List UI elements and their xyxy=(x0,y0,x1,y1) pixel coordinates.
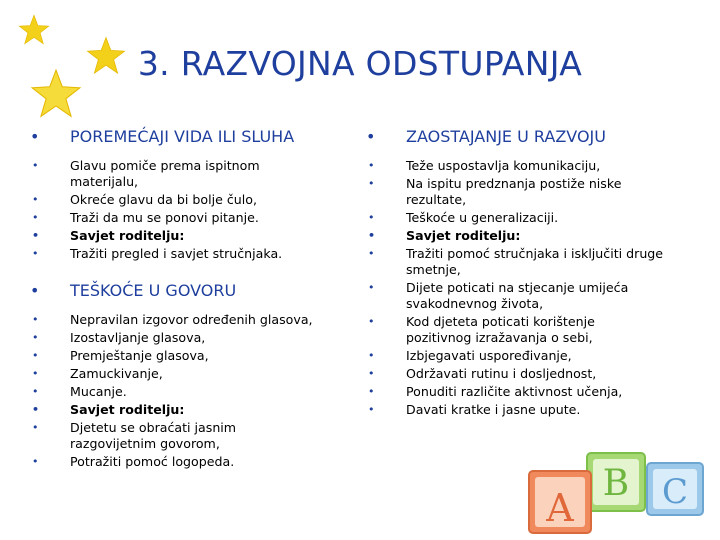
list-item: • Okreće glavu da bi bolje čulo, xyxy=(28,192,328,208)
left-column xyxy=(28,126,328,480)
bullet-list xyxy=(28,312,328,470)
list-item: • Davati kratke i jasne upute. xyxy=(364,402,664,418)
star-icon xyxy=(18,14,50,46)
list-item: • Dijete poticati na stjecanje umijeća svakodnevnog života, xyxy=(364,280,664,312)
block-c xyxy=(647,463,703,515)
block-b xyxy=(587,453,645,511)
list-item: • Savjet roditelju: xyxy=(28,402,328,418)
list-item: • Izbjegavati uspoređivanje, xyxy=(364,348,664,364)
block-letter-b: B xyxy=(602,463,630,504)
bullet-list xyxy=(364,158,664,418)
list-item: • Glavu pomiče prema ispitnom materijalu, xyxy=(28,158,328,190)
list-item: • Teže uspostavlja komunikaciju, xyxy=(364,158,664,174)
list-item: • Tražiti pregled i savjet stručnjaka. xyxy=(28,246,328,262)
list-item: • Ponuditi različite aktivnost učenja, xyxy=(364,384,664,400)
block-a xyxy=(529,471,591,533)
right-column xyxy=(364,126,704,428)
abc-blocks-illustration xyxy=(527,451,707,536)
list-item: • Potražiti pomoć logopeda. xyxy=(28,454,328,470)
list-item: • Savjet roditelju: xyxy=(28,228,328,244)
page-title: 3. RAZVOJNA ODSTUPANJA xyxy=(137,44,583,83)
section-heading: • ZAOSTAJANJE U RAZVOJU xyxy=(364,126,704,148)
list-item: • Teškoće u generalizaciji. xyxy=(364,210,664,226)
block-letter-c: C xyxy=(661,472,689,512)
list-item: • Izostavljanje glasova, xyxy=(28,330,328,346)
list-item: • Djetetu se obraćati jasnim razgovijetnim govorom, xyxy=(28,420,320,452)
list-item: • Premještanje glasova, xyxy=(28,348,328,364)
list-item: • Savjet roditelju: xyxy=(364,228,664,244)
list-item: • Kod djeteta poticati korištenje pozitivnog izražavanja o sebi, xyxy=(364,314,664,346)
list-item: • Na ispitu predznanja postiže niske rezultate, xyxy=(364,176,664,208)
section-heading: • POREMEĆAJI VIDA ILI SLUHA xyxy=(28,126,328,148)
bullet-list xyxy=(28,158,328,262)
list-item: • Mucanje. xyxy=(28,384,328,400)
list-item: • Tražiti pomoć stručnjaka i isključiti druge smetnje, xyxy=(364,246,664,278)
block-letter-a: A xyxy=(546,486,574,530)
section-heading: • TEŠKOĆE U GOVORU xyxy=(28,280,328,302)
list-item: • Traži da mu se ponovi pitanje. xyxy=(28,210,328,226)
list-item: • Nepravilan izgovor određenih glasova, xyxy=(28,312,328,328)
list-item: • Zamuckivanje, xyxy=(28,366,328,382)
list-item: • Održavati rutinu i dosljednost, xyxy=(364,366,664,382)
